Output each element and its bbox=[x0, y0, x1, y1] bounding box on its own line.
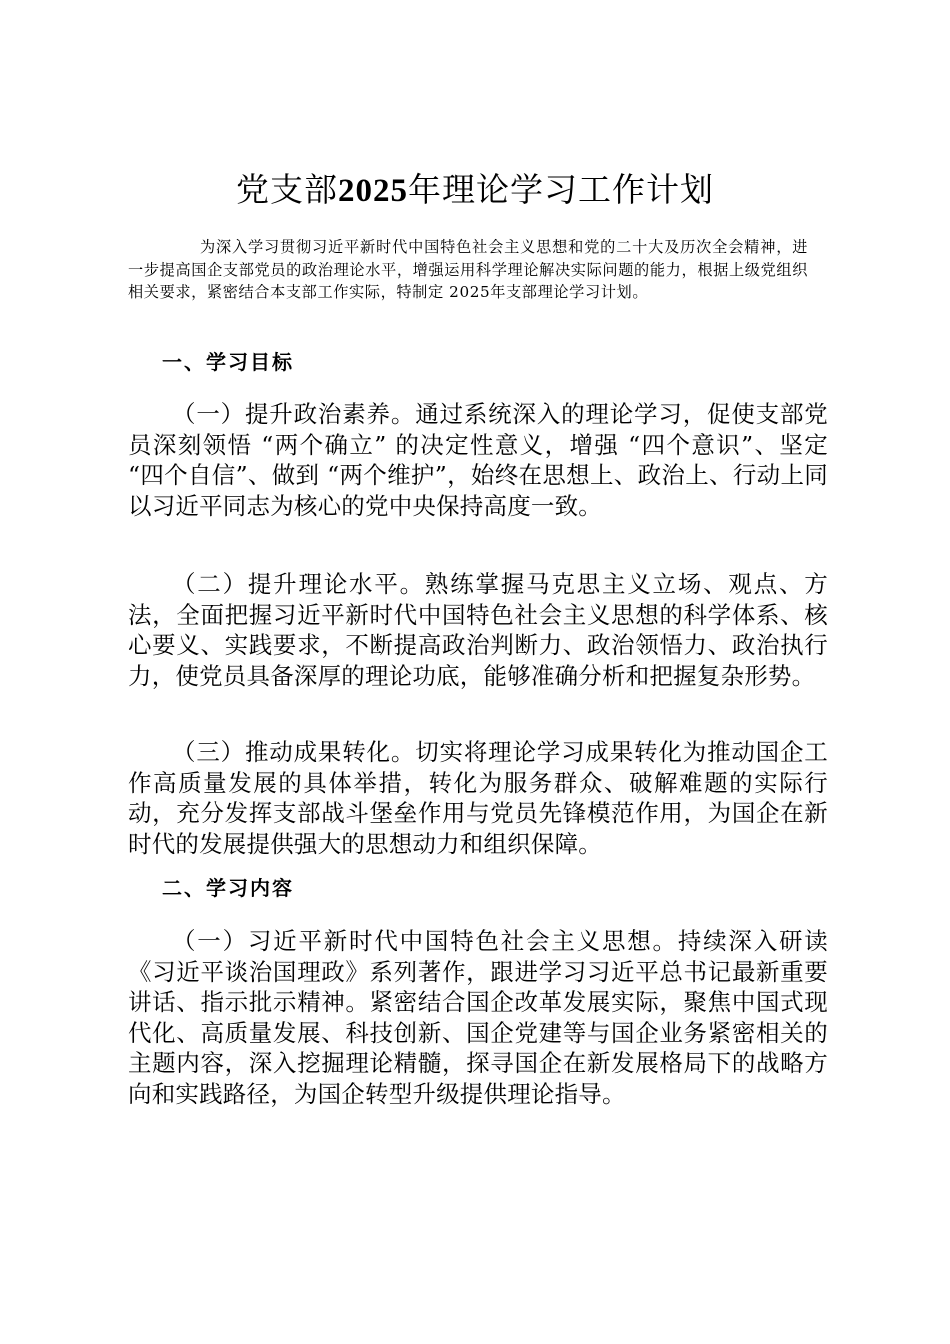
goal-paragraph-3: （三）推动成果转化。切实将理论学习成果转化为推动国企工作高质量发展的具体举措，转化为服务群众、破解难题的实际行动，充分发挥支部战斗堡垒作用与党员先锋模范作用，为国企在新时代的发展提供强大的思想动力和组织保障。 bbox=[128, 738, 828, 858]
document-title bbox=[0, 166, 950, 215]
goal-paragraph-2: （二）提升理论水平。熟练掌握马克思主义立场、观点、方法，全面把握习近平新时代中国特色社会主义思想的科学体系、核心要义、实践要求，不断提高政治判断力、政治领悟力、政治执行力，使党员具备深厚的理论功底，能够准确分析和把握复杂形势。 bbox=[128, 570, 828, 690]
content-paragraph-1: （一）习近平新时代中国特色社会主义思想。持续深入研读《习近平谈治国理政》系列著作，跟进学习习近平总书记最新重要讲话、指示批示精神。紧密结合国企改革发展实际，聚焦中国式现代化、高质量发展、科技创新、国企党建等与国企业务紧密相关的主题内容，深入挖掘理论精髓，探寻国企在新发展格局下的战略方向和实践路径，为国企转型升级提供理论指导。 bbox=[128, 927, 828, 1108]
title-suffix: 年理论学习工作计划 bbox=[408, 170, 714, 209]
goal-paragraph-1: （一）提升政治素养。通过系统深入的理论学习，促使支部党员深刻领悟 “两个确立” 的决定性意义，增强 “四个意识”、坚定 “四个自信”、做到 “两个维护”，始终在思想上、政治上、行动上同以习近平同志为核心的党中央保持高度一致。 bbox=[128, 400, 828, 520]
title-prefix: 党支部 bbox=[236, 170, 338, 209]
section-heading-content: 二、学习内容 bbox=[162, 876, 294, 900]
intro-paragraph: 为深入学习贯彻习近平新时代中国特色社会主义思想和党的二十大及历次全会精神，进一步提高国企支部党员的政治理论水平，增强运用科学理论解决实际问题的能力，根据上级党组织相关要求，紧密结合本支部工作实际，特制定 2025年支部理论学习计划。 bbox=[128, 238, 808, 301]
section-heading-goals: 一、学习目标 bbox=[162, 350, 294, 374]
title-year: 2025 bbox=[338, 173, 408, 209]
